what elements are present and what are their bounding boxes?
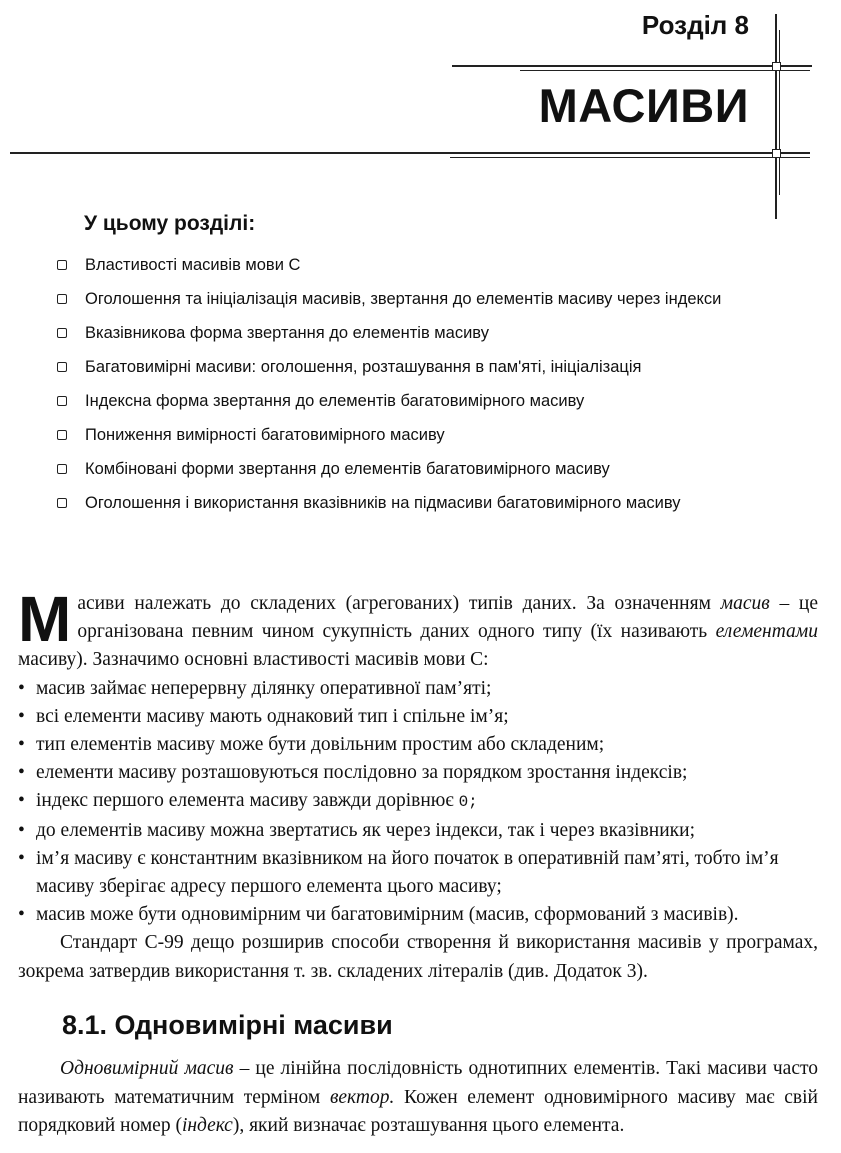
header-rule-upper xyxy=(452,65,812,67)
contents-item: Багатовимірні масиви: оголошення, розташування в пам'яті, ініціалізація xyxy=(55,357,775,377)
header-rule-lower-thin xyxy=(450,157,810,158)
header-vertical-line xyxy=(775,14,777,219)
intro-paragraph: Масиви належать до складених (агрегованих) типів даних. За означенням масив – це організована певним чином сукупність даних одного типу (їх називають елементами масиву). Зазначимо основні властивості масивів мови С: xyxy=(18,583,819,671)
property-item: • всі елементи масиву мають однаковий тип і спільне ім’я; xyxy=(18,703,818,731)
contents-item: Оголошення і використання вказівників на підмасиви багатовимірного масиву xyxy=(55,493,775,513)
chapter-title: МАСИВИ xyxy=(538,79,749,132)
property-item: • ім’я масиву є константним вказівником на його початок в оперативній пам’яті, тобто ім’я масиву зберігає адресу першого елемента цього масиву; xyxy=(18,845,818,901)
contents-item: Властивості масивів мови С xyxy=(55,255,775,275)
contents-item: Вказівникова форма звертання до елементів масиву xyxy=(55,323,775,343)
checkbox-bullet-icon xyxy=(57,260,67,270)
checkbox-bullet-icon xyxy=(57,430,67,440)
section-paragraph: Одновимірний масив – це лінійна послідовність однотипних елементів. Такі масиви часто називають математичним терміном вектор. Кожен елемент одновимірного масиву має свій порядковий номер (індекс), який визначає розташування цього елемента. xyxy=(18,1058,819,1136)
checkbox-bullet-icon xyxy=(57,464,67,474)
property-item: • масив займає неперервну ділянку оперативної пам’яті; xyxy=(18,675,818,703)
checkbox-bullet-icon xyxy=(57,498,67,508)
contents-item: Комбіновані форми звертання до елементів багатовимірного масиву xyxy=(55,459,775,479)
contents-list xyxy=(55,255,775,513)
checkbox-bullet-icon xyxy=(57,362,67,372)
header-vertical-line-thin xyxy=(779,30,780,195)
chapter-body xyxy=(18,583,819,986)
array-properties-list xyxy=(18,675,818,930)
header-rule-lower xyxy=(10,152,810,154)
header-line-junction xyxy=(772,62,781,71)
property-item: • елементи масиву розташовуються послідовно за порядком зростання індексів; xyxy=(18,759,818,787)
drop-cap: М xyxy=(18,583,72,655)
property-item: • масив може бути одновимірним чи багатовимірним (масив, сформований з масивів). xyxy=(18,901,818,929)
header-line-junction xyxy=(772,149,781,158)
checkbox-bullet-icon xyxy=(57,294,67,304)
checkbox-bullet-icon xyxy=(57,396,67,406)
contents-heading: У цьому розділі: xyxy=(84,212,256,235)
header-rule-upper-thin xyxy=(520,70,810,71)
first-index-value: 0; xyxy=(458,793,478,812)
property-item: • індекс першого елемента масиву завжди дорівнює 0; xyxy=(18,787,818,816)
chapter-label: Розділ 8 xyxy=(641,10,749,40)
property-item: • тип елементів масиву може бути довільним простим або складеним; xyxy=(18,731,818,759)
checkbox-bullet-icon xyxy=(57,328,67,338)
property-item: • до елементів масиву можна звертатись як через індекси, так і через вказівники; xyxy=(18,817,818,845)
contents-item: Пониження вимірності багатовимірного масиву xyxy=(55,425,775,445)
section-heading: 8.1. Одновимірні масиви xyxy=(62,1010,393,1040)
contents-item: Оголошення та ініціалізація масивів, звертання до елементів масиву через індекси xyxy=(55,289,775,309)
standard-paragraph: Стандарт С-99 дещо розширив способи створення й використання масивів у програмах, зокрема затвердив використання т. зв. складених літералів (див. Додаток 3). xyxy=(18,932,818,982)
section-body xyxy=(18,1055,818,1141)
contents-item: Індексна форма звертання до елементів багатовимірного масиву xyxy=(55,391,775,411)
